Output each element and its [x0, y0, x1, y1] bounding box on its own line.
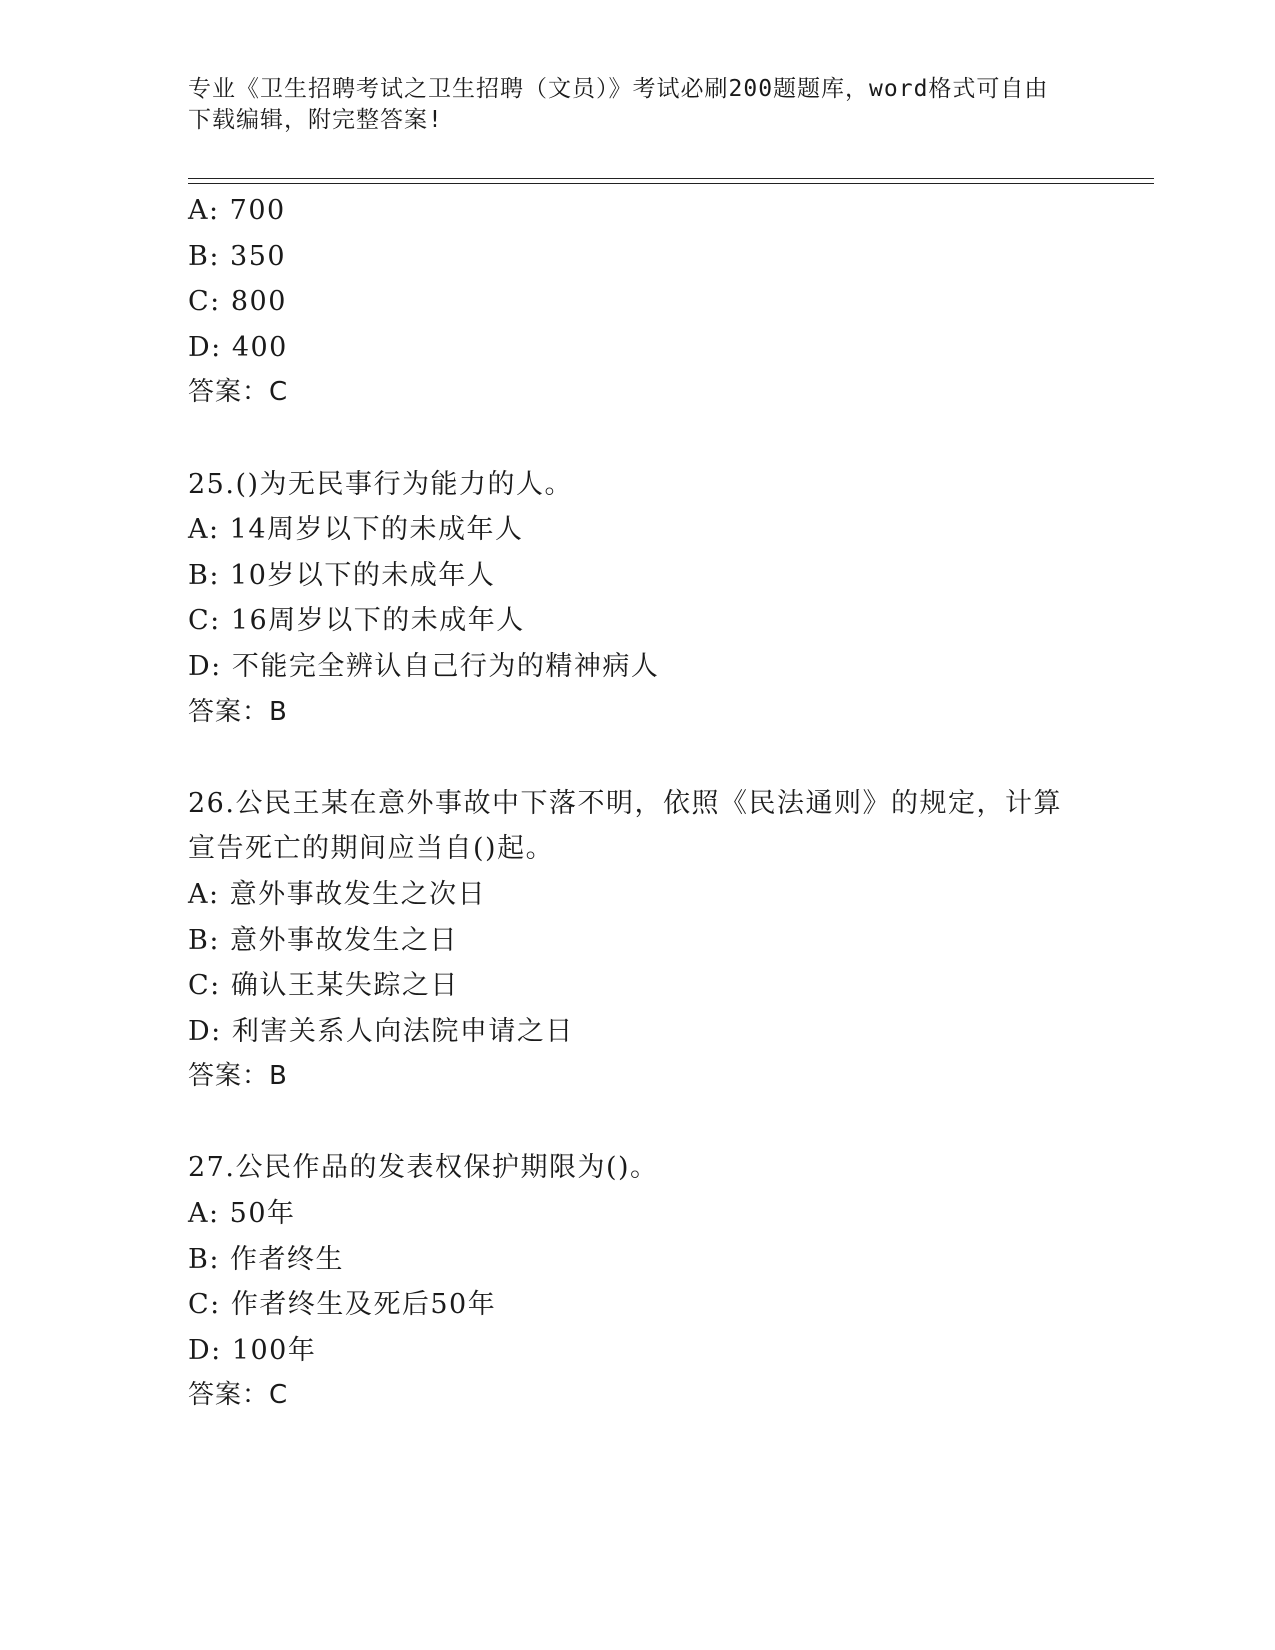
option-line: D: 利害关系人向法院申请之日 [188, 1015, 574, 1047]
option-line: D: 不能完全辨认自己行为的精神病人 [188, 650, 660, 682]
option-line: A: 14周岁以下的未成年人 [188, 514, 524, 546]
option-line: B: 10岁以下的未成年人 [188, 559, 496, 591]
option-line: A: 意外事故发生之次日 [188, 878, 487, 910]
option-line: C: 确认王某失踪之日 [188, 970, 459, 1002]
question-text: 27.公民作品的发表权保护期限为()。 [188, 1152, 659, 1184]
option-line: C: 作者终生及死后50年 [188, 1289, 497, 1321]
question-text: 26.公民王某在意外事故中下落不明，依照《民法通则》的规定，计算宣告死亡的期间应当自()起。 [188, 787, 1062, 865]
document-header: 专业《卫生招聘考试之卫生招聘（文员）》考试必刷200题题库，word格式可自由下载编辑，附完整答案! [188, 76, 1049, 133]
header-rule-bottom [188, 183, 1154, 184]
option-line: C: 16周岁以下的未成年人 [188, 605, 525, 637]
option-line: B: 350 [188, 240, 287, 272]
option-line: D: 400 [188, 331, 288, 363]
header-rule-top [188, 178, 1154, 179]
answer-line: 答案：C [188, 377, 289, 408]
option-line: B: 作者终生 [188, 1243, 345, 1275]
option-line: A: 50年 [188, 1198, 296, 1230]
question-text: 25.()为无民事行为能力的人。 [188, 468, 574, 500]
answer-line: 答案：B [188, 696, 288, 727]
option-line: D: 100年 [188, 1334, 317, 1366]
option-line: B: 意外事故发生之日 [188, 924, 459, 956]
answer-line: 答案：C [188, 1380, 289, 1411]
question-list [188, 188, 1088, 1419]
option-line: C: 800 [188, 286, 287, 318]
option-line: A: 700 [188, 195, 286, 226]
answer-line: 答案：B [188, 1061, 288, 1092]
